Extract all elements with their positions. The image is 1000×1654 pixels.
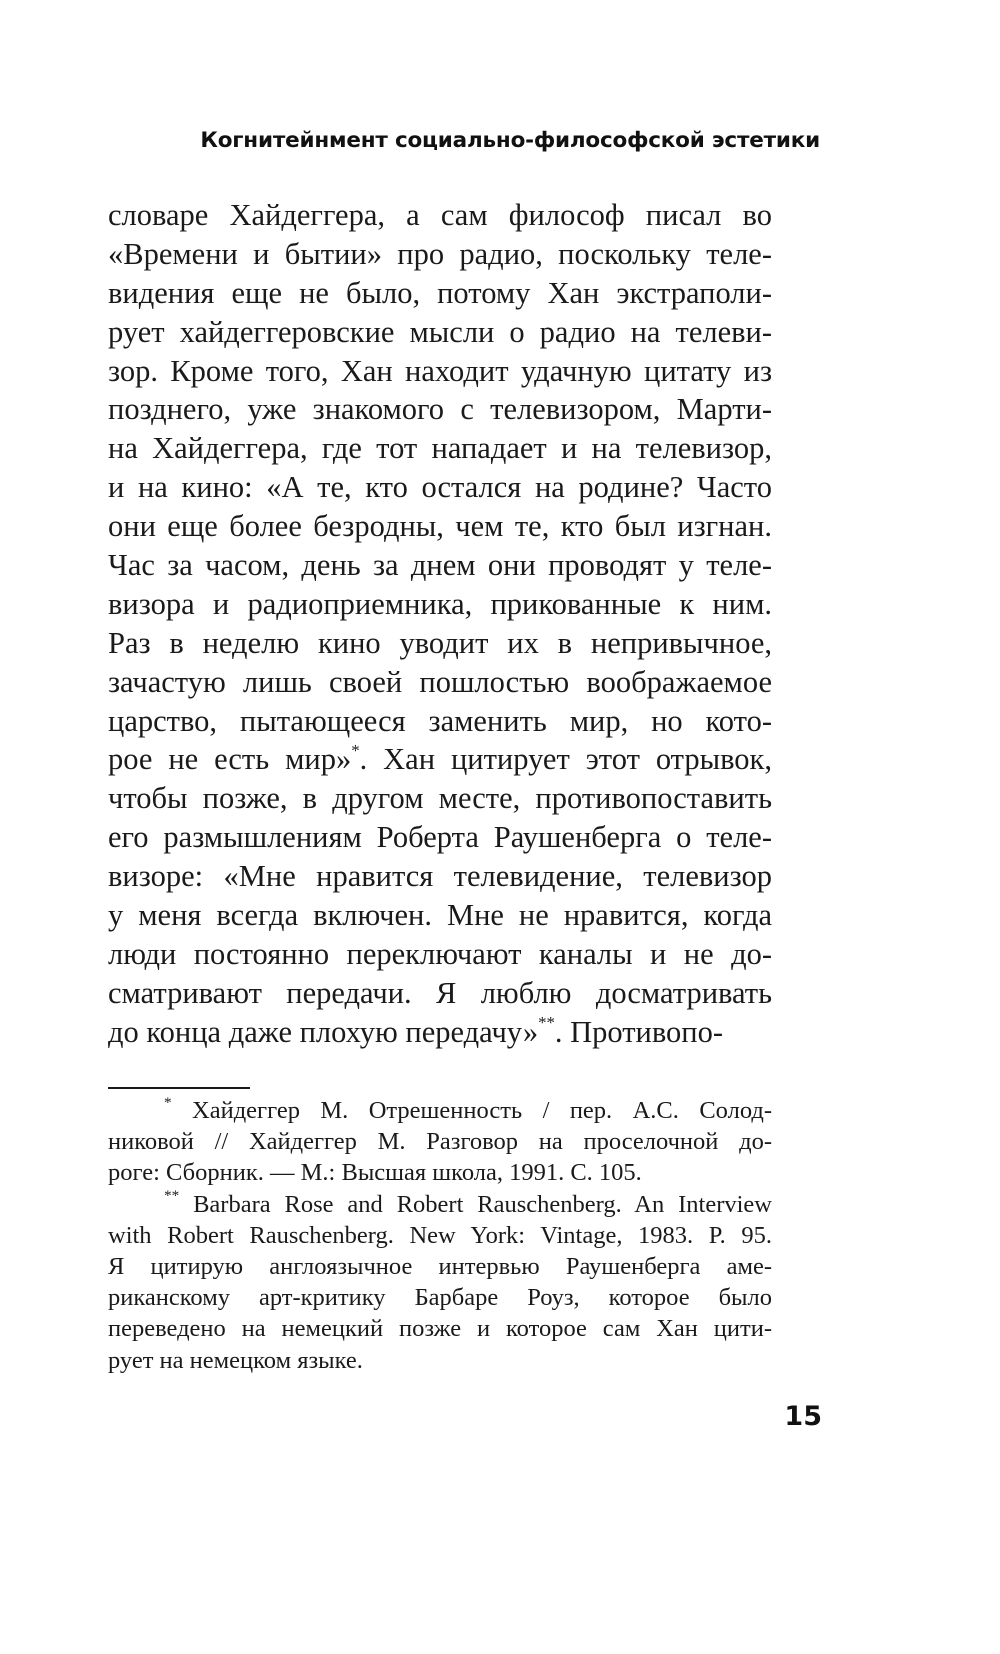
footnote-line: рует на немецком языке. bbox=[108, 1346, 363, 1374]
text-line bbox=[108, 1013, 772, 1052]
text-line: Час за часом, день за днем они проводят у теле- bbox=[108, 548, 772, 583]
footnote-line: переведено на немецкий позже и которое сам Хан цити- bbox=[108, 1315, 772, 1343]
text-line: «Времени и бытии» про радио, поскольку теле- bbox=[108, 236, 772, 271]
text-line: позднего, уже знакомого с телевизором, Марти- bbox=[108, 392, 772, 427]
footnotes bbox=[108, 1095, 772, 1376]
footnote-line: риканскому арт-критику Барбаре Роуз, которое было bbox=[108, 1284, 772, 1312]
text-line: царство, пытающееся заменить мир, но кото- bbox=[108, 703, 772, 738]
footnote-marker-1[interactable]: * bbox=[351, 740, 360, 760]
text-line: Раз в неделю кино уводит их в непривычное, bbox=[108, 625, 772, 660]
footnote-line: Я цитирую англоязычное интервью Раушенберга аме- bbox=[108, 1252, 772, 1280]
text-line: на Хайдеггера, где тот нападает и на телевизор, bbox=[108, 431, 772, 466]
text-line: сматривают передачи. Я люблю досматривать bbox=[108, 975, 772, 1010]
running-head: Когнитейнмент социально-философской эстетики bbox=[200, 128, 820, 153]
footnote-line: with Robert Rauschenberg. New York: Vintage, 1983. P. 95. bbox=[108, 1221, 772, 1249]
text-line: визоре: «Мне нравится телевидение, телевизор bbox=[108, 859, 772, 894]
text-line: и на кино: «А те, кто остался на родине? Часто bbox=[108, 470, 772, 505]
text-line: видения еще не было, потому Хан экстраполи- bbox=[108, 275, 772, 310]
page-number: 15 bbox=[784, 1401, 822, 1432]
footnote-text: Хайдеггер М. Отрешенность / пер. А.С. Солод- bbox=[171, 1097, 772, 1124]
text-line: словаре Хайдеггера, а сам философ писал во bbox=[108, 198, 772, 232]
text-line: зор. Кроме того, Хан находит удачную цитату из bbox=[108, 353, 772, 388]
footnote-2-marker: ** bbox=[164, 1187, 180, 1205]
text-line: люди постоянно переключают каналы и не до- bbox=[108, 936, 772, 971]
footnote-1-marker: * bbox=[164, 1093, 172, 1111]
footnote-line: никовой // Хайдеггер М. Разговор на проселочной до- bbox=[108, 1128, 772, 1156]
text-line: рует хайдеггеровские мысли о радио на телеви- bbox=[108, 314, 772, 349]
text-line: они еще более безродны, чем те, кто был изгнан. bbox=[108, 509, 772, 544]
footnote-text: Barbara Rose and Robert Rauschenberg. An Interview bbox=[179, 1190, 772, 1218]
footnote-2 bbox=[108, 1189, 772, 1220]
text-segment: рое не есть мир» bbox=[108, 742, 352, 777]
text-line: его размышлениям Роберта Раушенберга о теле- bbox=[108, 820, 772, 855]
text-segment: . Хан цитирует этот отрывок, bbox=[359, 742, 773, 777]
text-segment: до конца даже плохую передачу» bbox=[108, 1014, 539, 1049]
text-line: у меня всегда включен. Мне не нравится, когда bbox=[108, 898, 772, 933]
footnote-line: роге: Сборник. — М.: Высшая школа, 1991. С. 105. bbox=[108, 1159, 642, 1187]
text-line: зачастую лишь своей пошлостью воображаемое bbox=[108, 664, 772, 699]
text-line: чтобы позже, в другом месте, противопоставить bbox=[108, 781, 772, 816]
footnote-separator bbox=[108, 1087, 250, 1089]
text-line bbox=[108, 740, 772, 779]
text-segment: . Противопо- bbox=[554, 1014, 724, 1049]
main-text bbox=[108, 196, 772, 1052]
text-line: визора и радиоприемника, прикованные к ним. bbox=[108, 586, 772, 621]
footnote-1 bbox=[108, 1095, 772, 1126]
footnote-marker-2[interactable]: ** bbox=[538, 1013, 555, 1033]
